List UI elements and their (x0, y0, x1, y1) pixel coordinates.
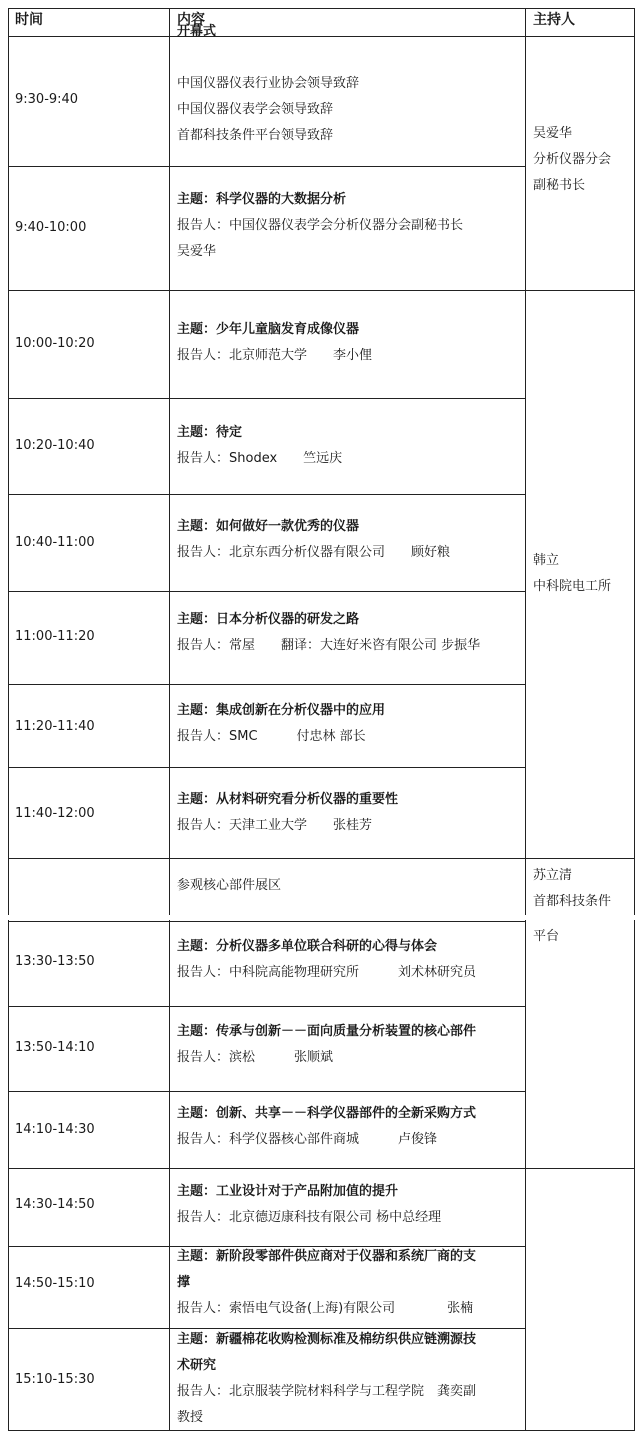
session-detail: 吴爱华 (177, 244, 217, 259)
session-time: 14:10-14:30 (15, 1122, 95, 1137)
session-title: 主题：待定 (177, 425, 243, 440)
table-border-left (8, 8, 9, 1430)
host-name: 平台 (533, 929, 560, 944)
row-divider (8, 1168, 526, 1169)
row-divider (8, 1091, 526, 1092)
table-border-bottom (8, 1430, 635, 1431)
session-time: 11:00-11:20 (15, 629, 95, 644)
session-time: 14:50-15:10 (15, 1276, 95, 1291)
session-detail: 报告人：中国仪器仪表学会分析仪器分会副秘书长 (177, 218, 464, 233)
session-detail: 撑 (177, 1275, 191, 1290)
session-detail: 教授 (177, 1410, 204, 1425)
session-detail: 报告人：天津工业大学 张桂芳 (177, 818, 373, 833)
header-time: 时间 (15, 12, 43, 28)
header-content: 内容 (177, 12, 205, 28)
host-name: 吴爱华 (533, 126, 573, 141)
column-divider-time (169, 8, 170, 1430)
header-divider (8, 36, 635, 37)
host-name: 中科院电工所 (533, 579, 612, 594)
column-divider-host (525, 8, 526, 1430)
session-detail: 报告人：Shodex 竺远庆 (177, 451, 343, 466)
session-title: 主题：日本分析仪器的研发之路 (177, 612, 360, 627)
session-detail: 报告人：中科院高能物理研究所 刘术林研究员 (177, 965, 477, 980)
session-time: 13:30-13:50 (15, 954, 95, 969)
session-time: 10:20-10:40 (15, 438, 95, 453)
session-time: 9:30-9:40 (15, 92, 79, 107)
session-title: 主题：创新、共享－－科学仪器部件的全新采购方式 (177, 1106, 477, 1121)
host-divider (525, 290, 635, 291)
session-detail: 术研究 (177, 1358, 217, 1373)
row-divider (8, 166, 526, 167)
header-host: 主持人 (533, 12, 575, 28)
row-divider (8, 290, 526, 291)
session-detail: 报告人：SMC 付忠林 部长 (177, 729, 366, 744)
session-title: 开幕式 (177, 24, 217, 39)
row-divider (8, 1328, 526, 1329)
session-title: 主题：科学仪器的大数据分析 (177, 192, 347, 207)
session-title: 主题：新阶段零部件供应商对于仪器和系统厂商的支 (177, 1249, 477, 1264)
session-title: 主题：分析仪器多单位联合科研的心得与体会 (177, 939, 438, 954)
session-detail: 报告人：科学仪器核心部件商城 卢俊锋 (177, 1132, 438, 1147)
session-detail: 中国仪器仪表学会领导致辞 (177, 102, 334, 117)
session-title: 参观核心部件展区 (177, 878, 282, 893)
host-name: 分析仪器分会 (533, 152, 612, 167)
host-name: 副秘书长 (533, 178, 586, 193)
session-detail: 首都科技条件平台领导致辞 (177, 128, 334, 143)
row-divider (8, 398, 526, 399)
session-detail: 报告人：北京德迈康科技有限公司 杨中总经理 (177, 1210, 442, 1225)
session-time: 10:40-11:00 (15, 535, 95, 550)
session-detail: 中国仪器仪表行业协会领导致辞 (177, 76, 360, 91)
host-name: 韩立 (533, 553, 560, 568)
row-divider (8, 767, 526, 768)
row-divider (8, 591, 526, 592)
table-border-right (634, 8, 635, 1430)
row-divider (8, 494, 526, 495)
session-time: 9:40-10:00 (15, 220, 87, 235)
session-time: 15:10-15:30 (15, 1372, 95, 1387)
host-divider (525, 1168, 635, 1169)
session-time: 13:50-14:10 (15, 1040, 95, 1055)
session-time: 10:00-10:20 (15, 336, 95, 351)
host-divider (525, 858, 635, 859)
session-detail: 报告人：索悟电气设备(上海)有限公司 张楠 (177, 1301, 474, 1316)
session-time: 11:20-11:40 (15, 719, 95, 734)
session-time: 14:30-14:50 (15, 1197, 95, 1212)
session-detail: 报告人：北京师范大学 李小俚 (177, 348, 373, 363)
row-divider (8, 1246, 526, 1247)
row-divider (8, 1006, 526, 1007)
session-detail: 报告人：滨松 张顺斌 (177, 1050, 334, 1065)
row-divider (8, 858, 526, 859)
session-title: 主题：传承与创新－－面向质量分析装置的核心部件 (177, 1024, 477, 1039)
page-break-gap (0, 915, 640, 920)
session-detail: 报告人：常屋 翻译：大连好米咨有限公司 步振华 (177, 638, 481, 653)
row-divider (8, 684, 526, 685)
host-name: 首都科技条件 (533, 894, 612, 909)
session-title: 主题：少年儿童脑发育成像仪器 (177, 322, 360, 337)
session-detail: 报告人：北京服装学院材料科学与工程学院 龚奕副 (177, 1384, 477, 1399)
session-time: 11:40-12:00 (15, 806, 95, 821)
host-name: 苏立清 (533, 868, 573, 883)
table-border-top (8, 8, 635, 9)
session-detail: 报告人：北京东西分析仪器有限公司 顾好粮 (177, 545, 451, 560)
session-title: 主题：新疆棉花收购检测标准及棉纺织供应链溯源技 (177, 1332, 477, 1347)
session-title: 主题：从材料研究看分析仪器的重要性 (177, 792, 399, 807)
row-divider (8, 921, 526, 922)
session-title: 主题：集成创新在分析仪器中的应用 (177, 703, 386, 718)
session-title: 主题：如何做好一款优秀的仪器 (177, 519, 360, 534)
session-title: 主题：工业设计对于产品附加值的提升 (177, 1184, 399, 1199)
